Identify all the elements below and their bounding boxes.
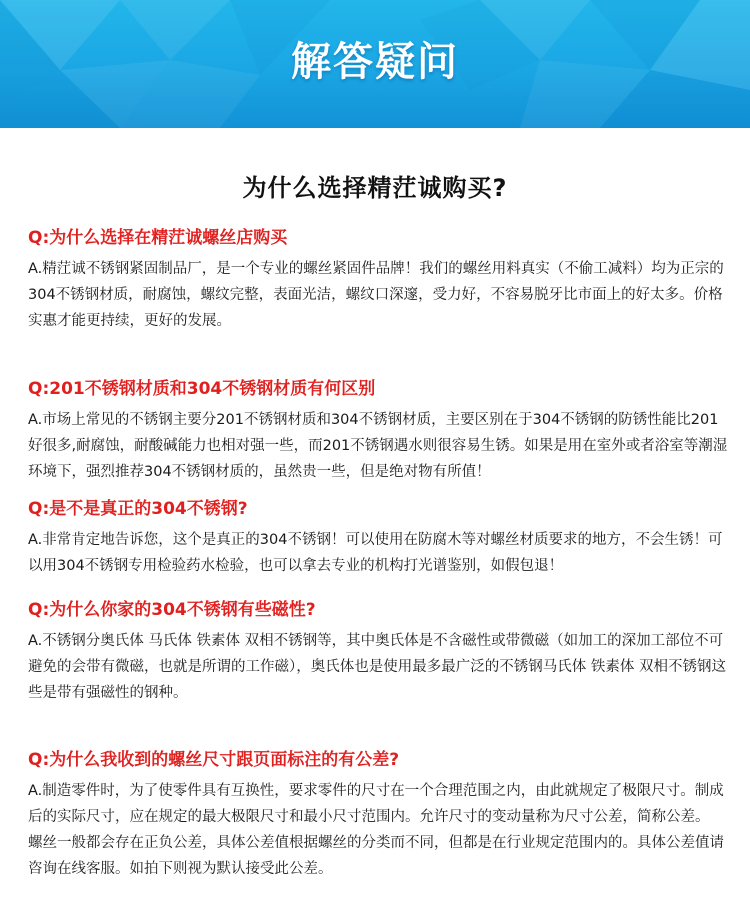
answer-text: A.不锈钢分奥氏体 马氏体 铁素体 双相不锈钢等，其中奥氏体是不含磁性或带微磁（如加工的深加工部位不可避免的会带有微磁，也就是所谓的工作磁），奥氏体也是使用最多最广泛的不锈钢马氏体 铁素体 双相不锈钢这些是带有强磁性的钢种。: [28, 633, 726, 701]
answer-text-continued: 螺丝一般都会存在正负公差，具体公差值根据螺丝的分类而不同，但都是在行业规定范围内的。具体公差值请咨询在线客服。如拍下则视为默认接受此公差。: [28, 835, 724, 877]
qa-item: [28, 497, 728, 579]
header-banner: [0, 0, 750, 128]
qa-item: [28, 598, 728, 706]
question-text: Q:是不是真正的304不锈钢?: [28, 499, 248, 519]
question-text: Q:为什么我收到的螺丝尺寸跟页面标注的有公差?: [28, 750, 400, 770]
qa-item: [28, 377, 728, 485]
answer-text: A.精茳诚不锈钢紧固制品厂，是一个专业的螺丝紧固件品牌！我们的螺丝用料真实（不偷工减料）均为正宗的304不锈钢材质，耐腐蚀，螺纹完整，表面光洁，螺纹口深邃，受力好，不容易脱牙比市面上的好太多。价格实惠才能更持续，更好的发展。: [28, 261, 724, 329]
answer-text: A.非常肯定地告诉您，这个是真正的304不锈钢！可以使用在防腐木等对螺丝材质要求的地方，不会生锈！可以用304不锈钢专用检验药水检验，也可以拿去专业的机构打光谱鉴别，如假包退！: [28, 532, 723, 574]
question-text: Q:201不锈钢材质和304不锈钢材质有何区别: [28, 379, 376, 399]
qa-item: [28, 226, 728, 334]
answer-text: A.市场上常见的不锈钢主要分201不锈钢材质和304不锈钢材质，主要区别在于304不锈钢的防锈性能比201好很多,耐腐蚀，耐酸碱能力也相对强一些，而201不锈钢遇水则很容易生锈。如果是用在室外或者浴室等潮湿环境下，强烈推荐304不锈钢材质的，虽然贵一些，但是绝对物有所值！: [28, 412, 728, 480]
banner-title: 解答疑问: [291, 39, 459, 85]
question-text: Q:为什么选择在精茳诚螺丝店购买: [28, 228, 288, 248]
qa-item: [28, 748, 728, 882]
question-text: Q:为什么你家的304不锈钢有些磁性?: [28, 600, 316, 620]
answer-text: A.制造零件时，为了使零件具有互换性，要求零件的尺寸在一个合理范围之内，由此就规定了极限尺寸。制成后的实际尺寸，应在规定的最大极限尺寸和最小尺寸范围内。允许尺寸的变动量称为尺寸公差，简称公差。: [28, 783, 724, 825]
page-heading: 为什么选择精茳诚购买?: [242, 174, 508, 202]
